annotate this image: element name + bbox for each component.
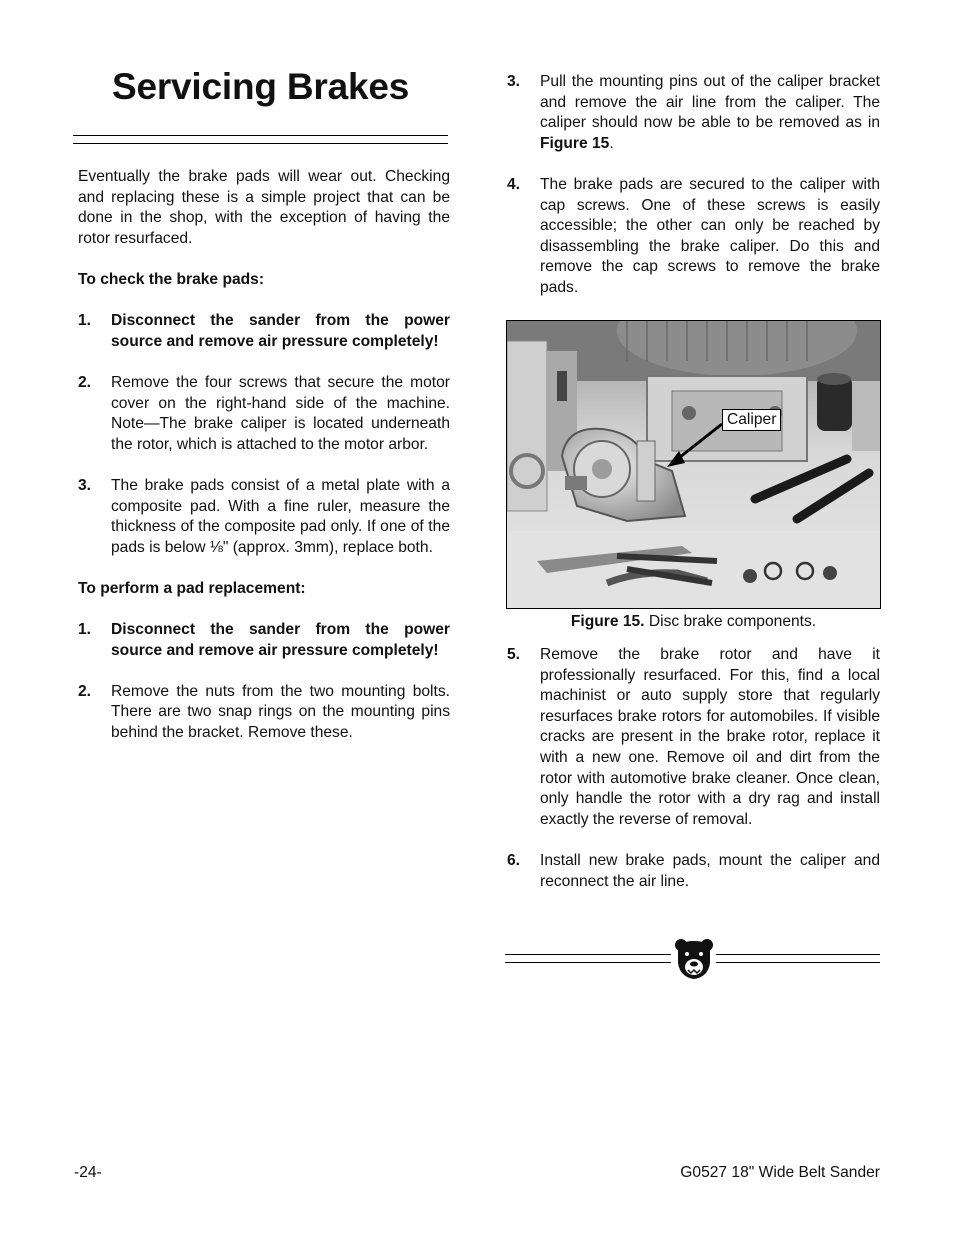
- end-divider-left: [505, 954, 671, 963]
- step-number: 4.: [507, 175, 521, 193]
- step-number: 1.: [78, 621, 92, 639]
- right-column-bottom: [507, 645, 880, 913]
- step-text: Disconnect the sander from the power source and remove air pressure completely!: [111, 312, 450, 350]
- bear-head-icon: [674, 937, 714, 981]
- brake-components-illustration: [507, 321, 880, 608]
- replace-step-5: [507, 645, 880, 830]
- check-step-2: [78, 373, 450, 455]
- step-number: 3.: [507, 73, 521, 90]
- page-number: -24-: [74, 1164, 102, 1181]
- step-number: 2.: [78, 682, 92, 700]
- step-text: Disconnect the sander from the power source and remove air pressure completely!: [111, 621, 450, 659]
- caliper-callout-label: Caliper: [722, 409, 781, 431]
- check-step-3: [78, 476, 450, 558]
- figure-caption-text: Disc brake components.: [648, 613, 817, 630]
- check-step-1: [78, 311, 450, 352]
- replace-step-1: [78, 620, 450, 661]
- figure-reference: Figure 15: [540, 134, 610, 152]
- figure-15-photo: [506, 320, 881, 609]
- end-divider-right: [716, 954, 880, 963]
- replace-step-3: [507, 72, 880, 154]
- right-column-top: [507, 72, 880, 319]
- step-number: 3.: [78, 476, 92, 494]
- step-number: 2.: [78, 373, 92, 391]
- step-text: Pull the mounting pins out of the caliper bracket and remove the air line from the caliper. The caliper should now be able to be removed as in Figure 15.: [540, 73, 880, 152]
- check-heading: To check the brake pads:: [78, 270, 265, 288]
- document-title: G0527 18" Wide Belt Sander: [680, 1164, 880, 1181]
- title-divider: [73, 135, 448, 144]
- step-text: The brake pads are secured to the caliper with cap screws. One of these screws is easily accessible; the other can only be reached by disassembling the brake caliper. Do this and remove the cap screws to remove the brake pads.: [540, 175, 880, 296]
- replace-step-4: [507, 175, 880, 299]
- step-text: Install new brake pads, mount the caliper and reconnect the air line.: [540, 851, 880, 890]
- intro-paragraph: Eventually the brake pads will wear out. Checking and replacing these is a simple project that can be done in the shop, with the exception of having the rotor resurfaced.: [78, 168, 450, 247]
- step-text: The brake pads consist of a metal plate with a composite pad. With a fine ruler, measure the thickness of the composite pad only. If one of the pads is below ⅛" (approx. 3mm), replace both.: [111, 476, 450, 556]
- step-text: Remove the brake rotor and have it professionally resurfaced. For this, find a local machinist or auto supply store that regularly resurfaces brake rotors for automobiles. If visible cracks are present in the brake rotor, replace it with a new one. Remove oil and dirt from the rotor with automotive brake cleaner. Once clean, only handle the rotor with a dry rag and install exactly the reverse of removal.: [540, 646, 880, 828]
- replace-step-2: [78, 682, 450, 744]
- page-title: Servicing Brakes: [112, 66, 410, 107]
- step-text: Remove the four screws that secure the motor cover on the right-hand side of the machine. Note—The brake caliper is located underneath the rotor, which is attached to the motor arbor.: [111, 373, 450, 453]
- replace-heading: To perform a pad replacement:: [78, 579, 306, 597]
- replace-step-6: [507, 851, 880, 892]
- step-number: 5.: [507, 646, 521, 663]
- left-column: [78, 167, 450, 764]
- figure-caption: [507, 613, 880, 631]
- step-text: Remove the nuts from the two mounting bolts. There are two snap rings on the mounting pins behind the bracket. Remove these.: [111, 682, 450, 742]
- step-number: 1.: [78, 312, 92, 330]
- step-number: 6.: [507, 851, 521, 869]
- figure-caption-label: Figure 15.: [570, 613, 645, 630]
